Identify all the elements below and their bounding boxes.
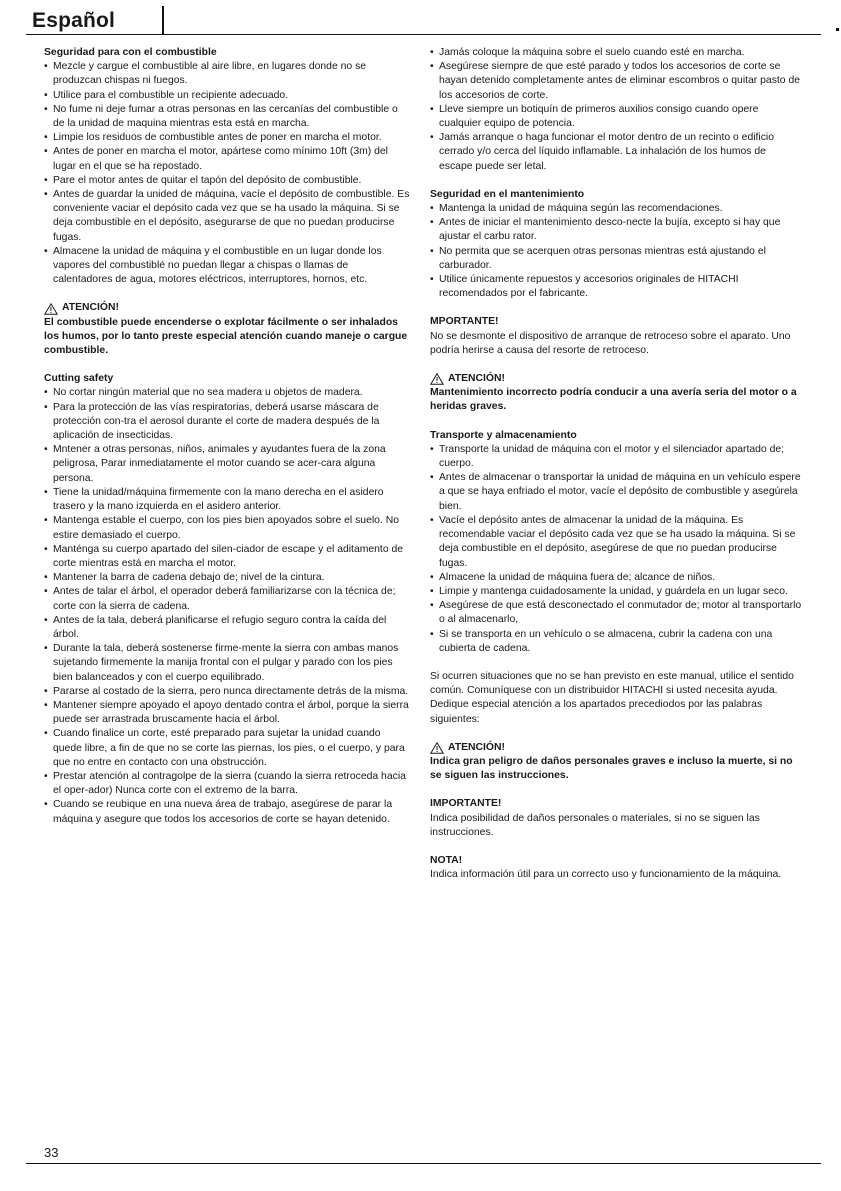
important-text: No se desmonte el dispositivo de arranque de retroceso sobre el aparato. Uno podría herirse a causa del resorte de retroceso. — [430, 330, 791, 356]
danger-warning — [430, 741, 802, 784]
warning-text: El combustible puede encenderse o explotar fácilmente o ser inhalados los humos, por lo tanto preste especial atención cuando maneje o cargue combustible. — [44, 316, 408, 357]
general-safety-section — [430, 46, 802, 174]
list-item: • Vacíe el depósito antes de almacenar la unidad de la máquina. Es recomendable vaciar el depósito cada vez que se ha usado la máquina. Si se deja combustible en el depósito, asegúrese de que no puedan producirse fugas. — [430, 514, 802, 571]
transport-title: Transporte y almacenamiento — [430, 429, 577, 441]
cutting-safety-section — [44, 372, 410, 827]
list-item: • Almacene la unidad de máquina fuera de; alcance de niños. — [430, 571, 802, 585]
important-title: IMPORTANTE! — [430, 798, 502, 810]
note-title: NOTA! — [430, 854, 463, 866]
right-column — [430, 46, 802, 896]
transport-section — [430, 429, 802, 656]
list-item: • No cortar ningún material que no sea madera u objetos de madera. — [44, 386, 410, 400]
list-item: • Pararse al costado de la sierra, pero nunca directamente detrás de la misma. — [44, 685, 410, 699]
list-item: • Antes de talar el árbol, el operador deberá familiarizarse con la técnica de; corte con la sierra de cadena. — [44, 585, 410, 613]
page-header — [26, 6, 164, 34]
important-definition-section — [430, 797, 802, 840]
page-number: 33 — [44, 1145, 59, 1160]
warning-label: ATENCIÓN! — [62, 302, 119, 314]
closing-paragraph: Si ocurren situaciones que no se han previsto en este manual, utilice el sentido común. Comuníquese con un distribuidor HITACHI si usted necesita ayuda. Dedique especial atención a los apartados precediodos por las palabras siguientes: — [430, 670, 794, 725]
edge-mark — [836, 28, 839, 31]
important-recoil-section — [430, 315, 802, 358]
list-item: • Mantenga la unidad de máquina según las recomendaciones. — [430, 202, 802, 216]
list-item: • Antes de guardar la unided de máquina, vacíe el depósito de combustible. Es conveniente vaciar el depósito cada vez que se ha usado la máquina. Si se deja combustible en el depósito, asegurarse de que no puedan producirse fugas. — [44, 188, 410, 245]
maintenance-section — [430, 188, 802, 302]
important-title: MPORTANTE! — [430, 316, 499, 328]
list-item: • Manténga su cuerpo apartado del silen-ciador de escape y el aditamento de corte mientras está en marcha el motor. — [44, 543, 410, 571]
left-column — [44, 46, 410, 841]
list-item: • Si se transporta en un vehículo o se almacena, cubrir la cadena con una cubierta de cadena. — [430, 628, 802, 656]
note-text: Indica información útil para un correcto uso y funcionamiento de la máquina. — [430, 869, 782, 881]
footer-rule — [26, 1163, 821, 1164]
language-label: Español — [32, 9, 116, 32]
list-item: • Mantenga estable el cuerpo, con los pies bien apoyados sobre el suelo. No estire demasiado el cuerpo. — [44, 514, 410, 542]
cutting-safety-list — [44, 386, 410, 826]
fuel-warning — [44, 301, 410, 358]
list-item: • Jamás arranque o haga funcionar el motor dentro de un recinto o edificio cerrado y/o cerca del líquido inflamable. La inhalación de los humos de escape puede ser letal. — [430, 131, 802, 174]
list-item: • Lleve siempre un botiquín de primeros auxilios consigo cuando opere cualquier equipo de potencia. — [430, 103, 802, 131]
list-item: • Antes de poner en marcha el motor, apártese como mínimo 10ft (3m) del lugar en el que se ha repostado. — [44, 145, 410, 173]
list-item: • Utilice para el combustible un recipiente adecuado. — [44, 89, 410, 103]
list-item: • Antes de iniciar el mantenimiento desco-necte la bujía, excepto si hay que ajustar el carbu rator. — [430, 216, 802, 244]
important-text: Indica posibilidad de daños personales o materiales, si no se siguen las instrucciones. — [430, 812, 760, 838]
list-item: • Antes de la tala, deberá planificarse el refugio seguro contra la caída del árbol. — [44, 614, 410, 642]
general-safety-list — [430, 46, 802, 174]
maintenance-list — [430, 202, 802, 301]
list-item: • No fume ni deje fumar a otras personas en las cercanías del combustible o de la unidad de maquina mientras esta está en marcha. — [44, 103, 410, 131]
closing-paragraph-section — [430, 670, 802, 727]
warning-triangle-icon — [430, 742, 444, 754]
fuel-safety-list — [44, 60, 410, 287]
list-item: • Jamás coloque la máquina sobre el suelo cuando esté en marcha. — [430, 46, 802, 60]
list-item: • Mezcle y cargue el combustible al aire libre, en lugares donde no se produzcan chispas ni fuegos. — [44, 60, 410, 88]
list-item: • Para la protección de las vías respiratorias, deberá usarse máscara de protección con-tra el aerosol durante el corte de madera después de la aplicación de insecticidas. — [44, 401, 410, 444]
list-item: • Tiene la unidad/máquina firmemente con la mano derecha en el asidero trasero y la mano izquierda en el asidero anterior. — [44, 486, 410, 514]
list-item: • Mntener a otras personas, niños, animales y ayudantes fuera de la zona peligrosa, Parar inmediatamente el motor cuando se acer-cara alguna persona. — [44, 443, 410, 486]
list-item: • Asegúrese de que está desconectado el conmutador de; motor al transportarlo o al almacenarlo, — [430, 599, 802, 627]
fuel-safety-section — [44, 46, 410, 287]
list-item: • Antes de almacenar o transportar la unidad de máquina en un vehículo espere a que se haya enfriado el motor, vacíe el depósito de combustible y asegúrela bien. — [430, 471, 802, 514]
list-item: • Transporte la unidad de máquina con el motor y el silenciador apartado de; cuerpo. — [430, 443, 802, 471]
list-item: • Asegúrese siempre de que esté parado y todos los accesorios de corte se hayan detenido completamente antes de eliminar escombros o quitar pasto de los accesorios de corte. — [430, 60, 802, 103]
list-item: • Mantener siempre apoyado el apoyo dentado contra el árbol, porque la sierra puede ser arrastrada bruscamente hacia el árbol. — [44, 699, 410, 727]
cutting-safety-title: Cutting safety — [44, 373, 114, 385]
warning-text: Mantenimiento incorrecto podría conducir a una avería seria del motor o a heridas graves. — [430, 387, 797, 413]
list-item: • Prestar atención al contragolpe de la sierra (cuando la sierra retroceda hacia el oper-ador) Nunca corte con el extremo de la barra. — [44, 770, 410, 798]
warning-label: ATENCIÓN! — [448, 741, 505, 753]
list-item: • Limpie los residuos de combustible antes de poner en marcha el motor. — [44, 131, 410, 145]
warning-triangle-icon — [44, 303, 58, 315]
fuel-safety-title: Seguridad para con el combustible — [44, 47, 217, 58]
note-section — [430, 854, 802, 882]
list-item: • Almacene la unidad de máquina y el combustible en un lugar donde los vapores del combustiblé no puedan llegar a chispas o llamas de calentadores de agua, motores eléctricos, interruptores, hornos, etc. — [44, 245, 410, 288]
list-item: • No permita que se acerquen otras personas mientras está ajustando el carburador. — [430, 245, 802, 273]
maintenance-warning — [430, 372, 802, 415]
list-item: • Durante la tala, deberá sostenerse firme-mente la sierra con ambas manos sujetando firmemente la manija frontal con el pulgar y parado con los pies bien balanceados y con el cuerpo equilibrado. — [44, 642, 410, 685]
transport-list — [430, 443, 802, 656]
list-item: • Cuando se reubique en una nueva área de trabajo, asegúrese de parar la máquina y asegure que todos los accesorios de corte se hayan detenido. — [44, 798, 410, 826]
list-item: • Pare el motor antes de quitar el tapón del depósito de combustible. — [44, 174, 410, 188]
warning-label: ATENCIÓN! — [448, 373, 505, 385]
warning-triangle-icon — [430, 373, 444, 385]
list-item: • Limpie y mantenga cuidadosamente la unidad, y guárdela en un lugar seco. — [430, 585, 802, 599]
warning-text: Indica gran peligro de daños personales graves e incluso la muerte, si no se siguen las instrucciones. — [430, 755, 793, 782]
list-item: • Cuando finalice un corte, esté preparado para sujetar la unidad cuando quede libre, a fin de que no se corte las piernas, los pies, o el cuerpo, y para que no entre en contacto con una obstrucción. — [44, 727, 410, 770]
list-item: • Utilice únicamente repuestos y accesorios originales de HITACHI recomendados por el fabricante. — [430, 273, 802, 301]
maintenance-title: Seguridad en el mantenimiento — [430, 188, 585, 200]
list-item: • Mantener la barra de cadena debajo de; nivel de la cintura. — [44, 571, 410, 585]
header-rule — [26, 34, 821, 35]
